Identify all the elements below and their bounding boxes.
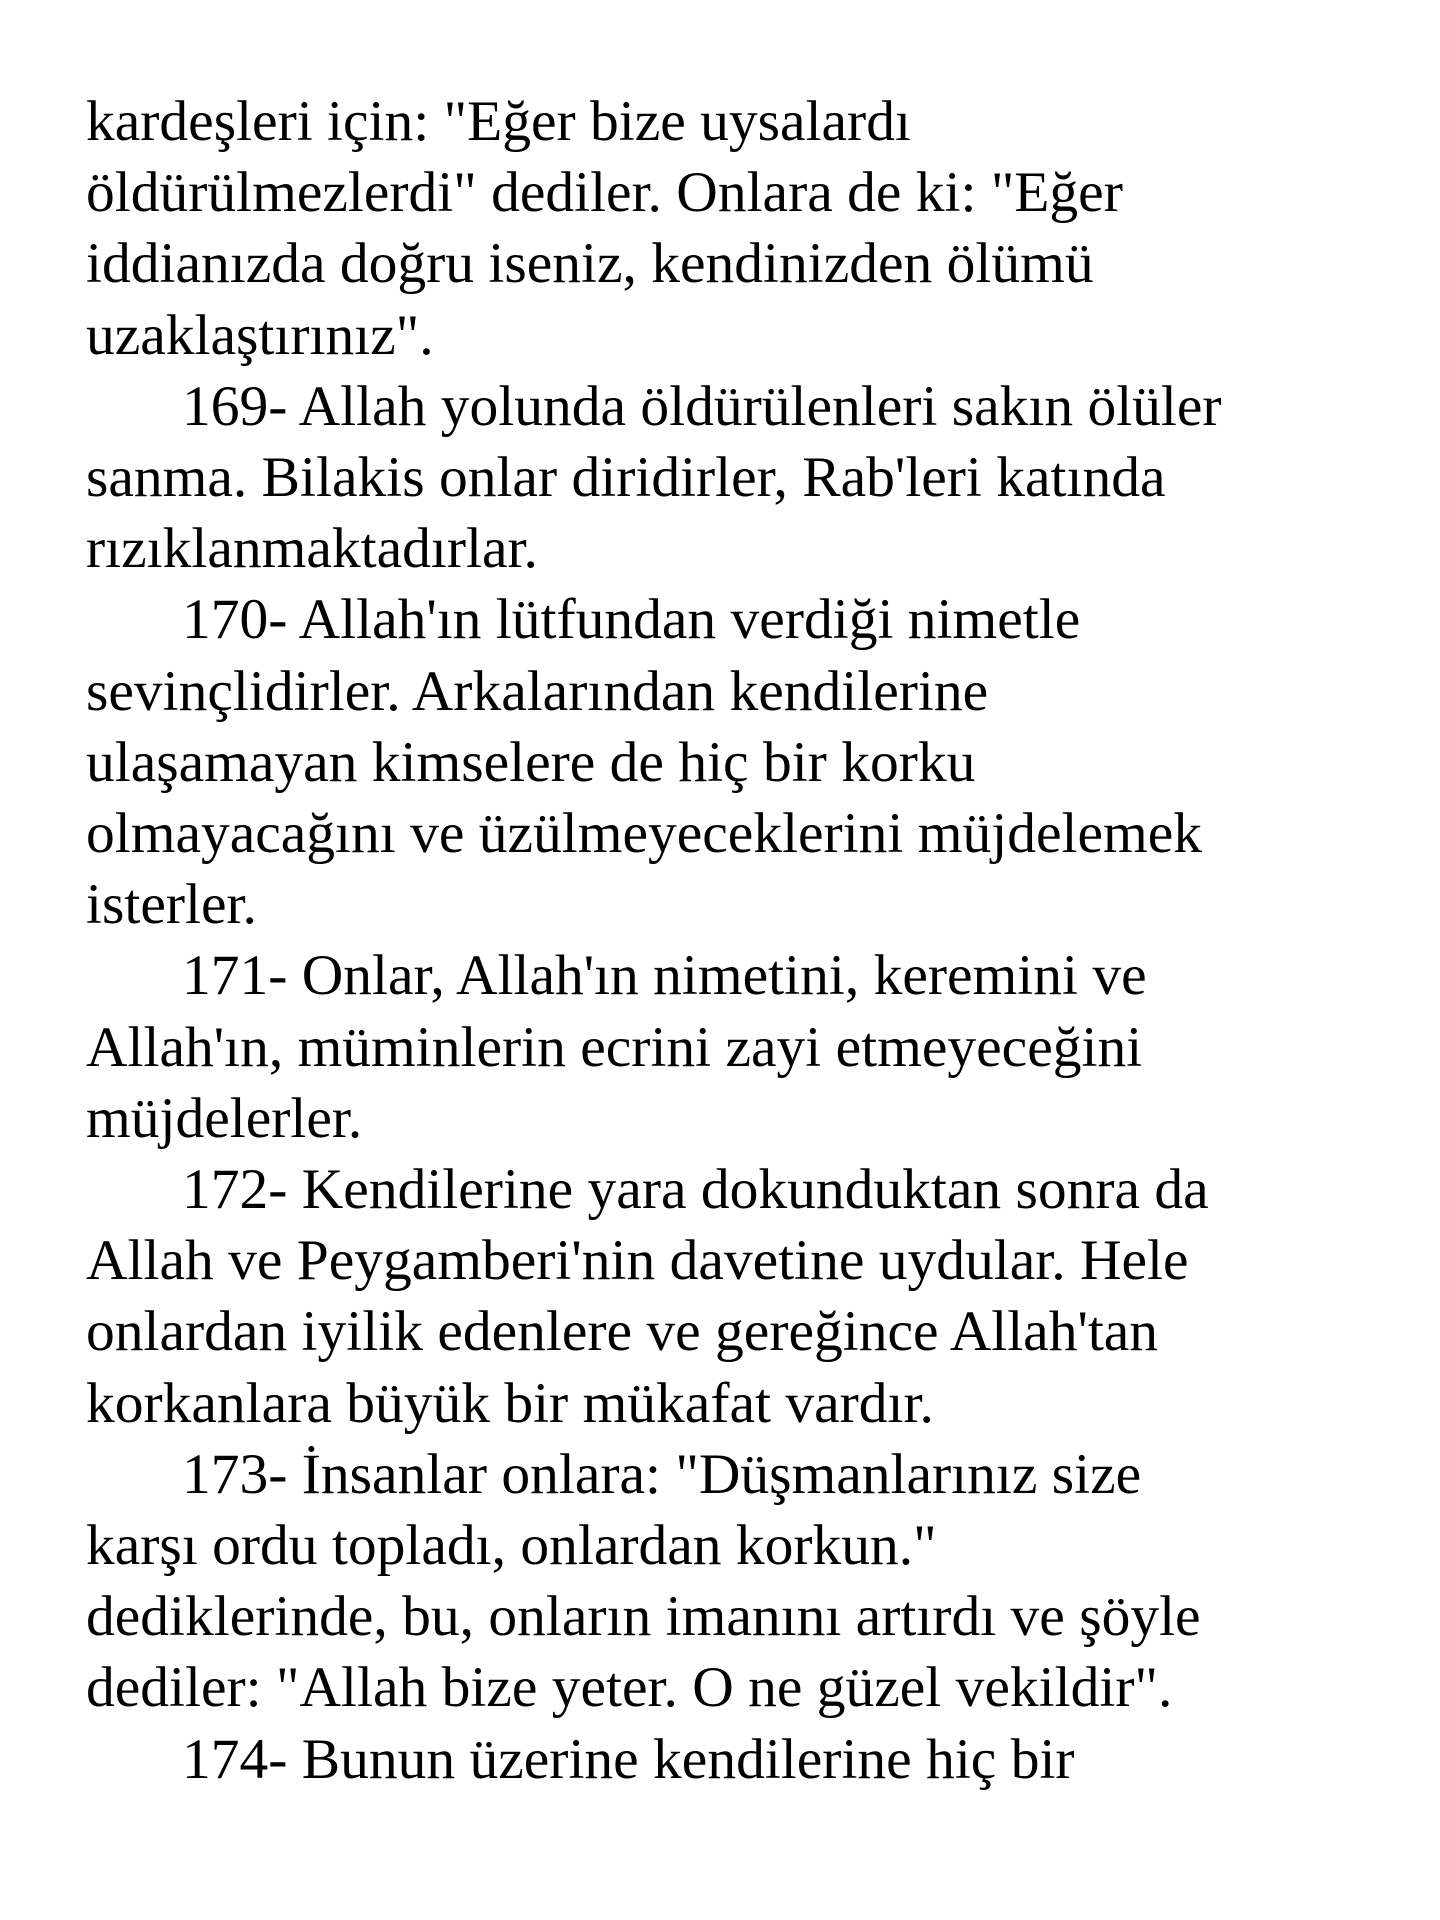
text-line: uzaklaştırınız". bbox=[86, 303, 434, 367]
text-line: sanma. Bilakis onlar diridirler, Rab'leri katında bbox=[86, 446, 1166, 510]
text-line: Allah'ın, müminlerin ecrini zayi etmeyeceğini bbox=[86, 1015, 1143, 1079]
text-line: korkanlara büyük bir mükafat vardır. bbox=[86, 1371, 934, 1435]
verse-170-start: 170- Allah'ın lütfundan verdiği nimetle bbox=[182, 588, 1081, 652]
text-line: olmayacağını ve üzülmeyeceklerini müjdelemek bbox=[86, 802, 1202, 866]
document-text bbox=[86, 86, 1386, 1795]
verse-171-start: 171- Onlar, Allah'ın nimetini, keremini ve bbox=[182, 944, 1147, 1008]
verse-172-start: 172- Kendilerine yara dokunduktan sonra da bbox=[182, 1158, 1209, 1222]
text-line: rızıklanmaktadırlar. bbox=[86, 517, 538, 581]
text-line: müjdelerler. bbox=[86, 1086, 363, 1150]
verse-173-start: 173- İnsanlar onlara: "Düşmanlarınız size bbox=[182, 1442, 1142, 1506]
text-line: isterler. bbox=[86, 873, 257, 937]
text-line: dediklerinde, bu, onların imanını artırdı ve şöyle bbox=[86, 1585, 1201, 1649]
text-line: onlardan iyilik edenlere ve gereğince Allah'tan bbox=[86, 1300, 1159, 1364]
text-line: dediler: "Allah bize yeter. O ne güzel vekildir". bbox=[86, 1656, 1173, 1720]
verse-169-start: 169- Allah yolunda öldürülenleri sakın ölüler bbox=[182, 374, 1222, 438]
text-line: ulaşamayan kimselere de hiç bir korku bbox=[86, 730, 976, 794]
text-line: karşı ordu topladı, onlardan korkun." bbox=[86, 1514, 937, 1578]
text-line: kardeşleri için: "Eğer bize uysalardı bbox=[86, 90, 911, 153]
text-line: iddianızda doğru iseniz, kendinizden ölümü bbox=[86, 232, 1094, 296]
verse-174-start: 174- Bunun üzerine kendilerine hiç bir bbox=[182, 1727, 1075, 1791]
text-line: Allah ve Peygamberi'nin davetine uydular. Hele bbox=[86, 1229, 1189, 1293]
text-line: sevinçlidirler. Arkalarından kendilerine bbox=[86, 659, 989, 723]
text-line: öldürülmezlerdi" dediler. Onlara de ki: "Eğer bbox=[86, 161, 1123, 225]
